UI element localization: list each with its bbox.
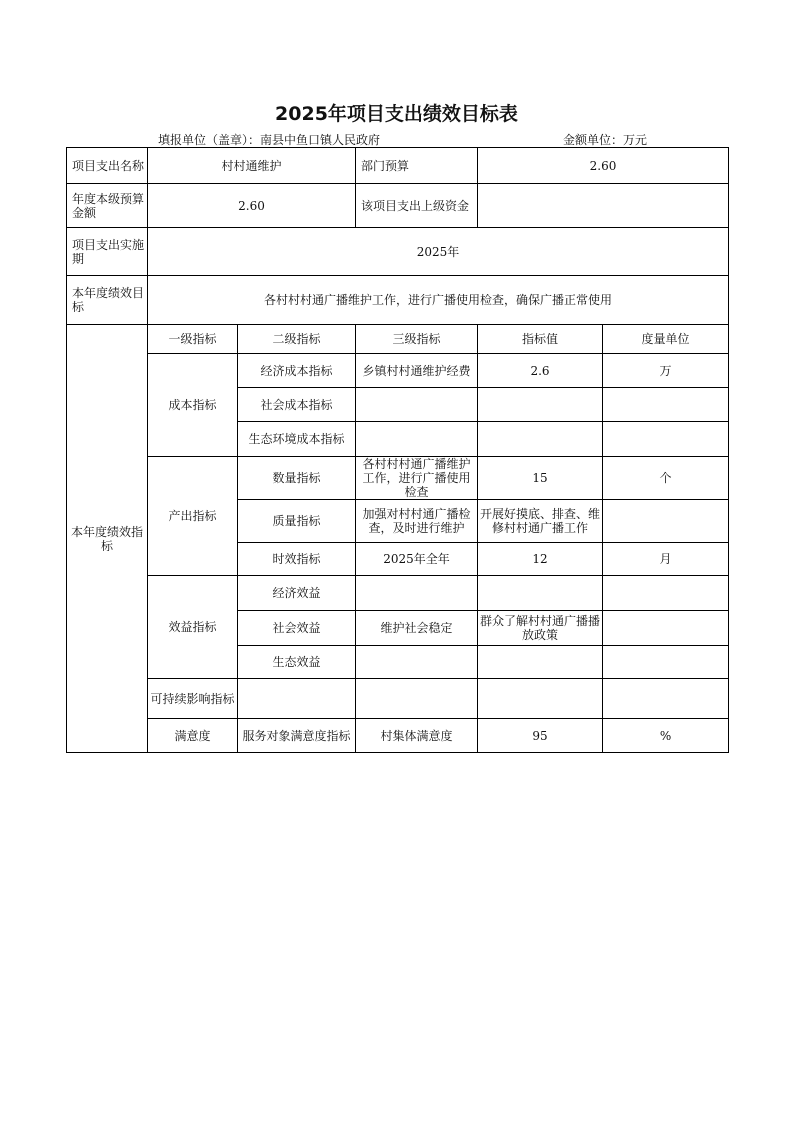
table-row <box>67 184 729 228</box>
header-level3: 三级指标 <box>356 325 478 354</box>
level2-cell: 经济成本指标 <box>238 354 356 388</box>
unit-cell <box>603 679 729 719</box>
page-title: 2025年项目支出绩效目标表 <box>275 103 518 125</box>
level2-cell <box>238 679 356 719</box>
value-cell: 15 <box>478 457 603 500</box>
unit-cell <box>603 388 729 422</box>
value-cell <box>478 679 603 719</box>
year-budget-label: 年度本级预算金额 <box>67 184 148 228</box>
level2-cell: 数量指标 <box>238 457 356 500</box>
level3-cell <box>356 576 478 611</box>
value-cell <box>478 388 603 422</box>
value-cell <box>478 646 603 679</box>
level3-cell: 村集体满意度 <box>356 719 478 753</box>
period-value: 2025年 <box>148 228 729 276</box>
level3-cell: 加强对村村通广播检查，及时进行维护 <box>356 500 478 543</box>
satisfaction-label: 满意度 <box>148 719 238 753</box>
value-cell: 开展好摸底、排查、维修村村通广播工作 <box>478 500 603 543</box>
cost-indicator-label: 成本指标 <box>148 354 238 457</box>
header-unit: 度量单位 <box>603 325 729 354</box>
table-row <box>67 719 729 753</box>
level3-cell: 2025年全年 <box>356 543 478 576</box>
table-row <box>67 276 729 325</box>
level3-cell <box>356 679 478 719</box>
year-budget-value: 2.60 <box>148 184 356 228</box>
unit-cell <box>603 611 729 646</box>
goal-value: 各村村村通广播维护工作，进行广播使用检查，确保广播正常使用 <box>148 276 729 325</box>
upper-funds-value <box>478 184 729 228</box>
level2-cell: 社会成本指标 <box>238 388 356 422</box>
header-value: 指标值 <box>478 325 603 354</box>
unit-cell <box>603 422 729 457</box>
level2-cell: 时效指标 <box>238 543 356 576</box>
level3-cell <box>356 422 478 457</box>
level3-cell <box>356 388 478 422</box>
level2-cell: 质量指标 <box>238 500 356 543</box>
table-row <box>67 457 729 500</box>
sustain-indicator-label: 可持续影响指标 <box>148 679 238 719</box>
project-name-label: 项目支出名称 <box>67 148 148 184</box>
table-row <box>67 576 729 611</box>
header-level1: 一级指标 <box>148 325 238 354</box>
period-label: 项目支出实施期 <box>67 228 148 276</box>
value-cell: 群众了解村村通广播播放政策 <box>478 611 603 646</box>
value-cell <box>478 576 603 611</box>
table-row <box>67 325 729 354</box>
upper-funds-label: 该项目支出上级资金 <box>356 184 478 228</box>
project-name-value: 村村通维护 <box>148 148 356 184</box>
level2-cell: 服务对象满意度指标 <box>238 719 356 753</box>
unit-cell <box>603 500 729 543</box>
level2-cell: 经济效益 <box>238 576 356 611</box>
value-cell: 12 <box>478 543 603 576</box>
level3-cell <box>356 646 478 679</box>
goal-label: 本年度绩效目标 <box>67 276 148 325</box>
table-row <box>67 228 729 276</box>
reporting-unit: 填报单位（盖章）：南县中鱼口镇人民政府 <box>158 133 381 147</box>
level2-cell: 生态效益 <box>238 646 356 679</box>
level3-cell: 各村村村通广播维护工作，进行广播使用检查 <box>356 457 478 500</box>
value-cell: 2.6 <box>478 354 603 388</box>
header-level2: 二级指标 <box>238 325 356 354</box>
unit-cell: 个 <box>603 457 729 500</box>
dept-budget-label: 部门预算 <box>356 148 478 184</box>
value-cell: 95 <box>478 719 603 753</box>
unit-cell: 月 <box>603 543 729 576</box>
unit-cell <box>603 576 729 611</box>
amount-unit: 金额单位：万元 <box>563 133 648 147</box>
benefit-indicator-label: 效益指标 <box>148 576 238 679</box>
output-indicator-label: 产出指标 <box>148 457 238 576</box>
unit-cell <box>603 646 729 679</box>
indicators-section-label: 本年度绩效指标 <box>67 325 148 753</box>
value-cell <box>478 422 603 457</box>
table-row <box>67 354 729 388</box>
level3-cell: 维护社会稳定 <box>356 611 478 646</box>
dept-budget-value: 2.60 <box>478 148 729 184</box>
level2-cell: 社会效益 <box>238 611 356 646</box>
table-row <box>67 679 729 719</box>
table-row <box>67 148 729 184</box>
performance-table <box>66 147 729 753</box>
unit-cell: 万 <box>603 354 729 388</box>
unit-cell: % <box>603 719 729 753</box>
level2-cell: 生态环境成本指标 <box>238 422 356 457</box>
level3-cell: 乡镇村村通维护经费 <box>356 354 478 388</box>
